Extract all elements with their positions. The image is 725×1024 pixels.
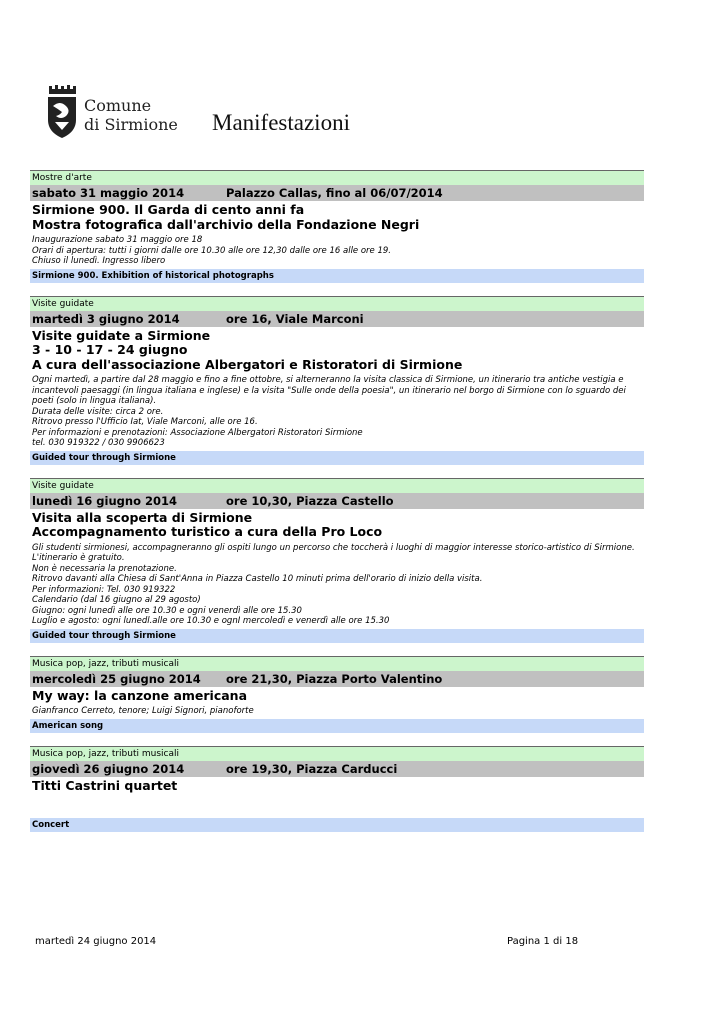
event-english-title: Guided tour through Sirmione <box>30 451 644 465</box>
event-english-title: Guided tour through Sirmione <box>30 629 644 643</box>
event-description-line: Ritrovo davanti alla Chiesa di Sant'Anna in Piazza Castello 10 minuti prima dell'orario di inizio della visita. <box>32 574 483 584</box>
event-titles <box>30 779 644 794</box>
event-date-bar <box>30 311 644 327</box>
event-category: Musica pop, jazz, tributi musicali <box>30 746 644 761</box>
event-title-line: Titti Castrini quartet <box>32 777 178 793</box>
event-description-line: Non è necessaria la prenotazione. <box>32 563 177 574</box>
event-category: Visite guidate <box>30 296 644 311</box>
event-date: mercoledì 25 giugno 2014 <box>32 671 201 686</box>
event-item <box>30 656 644 733</box>
event-date: lunedì 16 giugno 2014 <box>32 493 177 508</box>
event-date: giovedì 26 giugno 2014 <box>32 761 185 776</box>
event-titles <box>30 689 644 704</box>
event-description-line: Luglio e agosto: ogni lunedl.alle ore 10.30 e ognI mercoledì e venerdì alle ore 15.30 <box>32 616 390 626</box>
event-titles <box>30 511 644 540</box>
event-description-line: Gianfranco Cerreto, tenore; Luigi Signori, pianoforte <box>32 706 254 716</box>
event-title-line: Accompagnamento turistico a cura della Pro Loco <box>32 524 383 539</box>
event-item <box>30 170 644 283</box>
event-title-line: My way: la canzone americana <box>32 687 248 703</box>
event-description-line: Per informazioni e prenotazioni: Associazione Albergatori Ristoratori Sirmione <box>32 427 363 438</box>
event-english-title: Sirmione 900. Exhibition of historical photographs <box>30 269 644 283</box>
event-titles <box>30 203 644 232</box>
coat-of-arms-icon <box>46 82 78 140</box>
event-item <box>30 478 644 643</box>
event-description-line: Per informazioni: Tel. 030 919322 <box>32 584 176 595</box>
event-description <box>30 235 644 267</box>
event-place: ore 21,30, Piazza Porto Valentino <box>226 671 443 686</box>
event-place: ore 10,30, Piazza Castello <box>226 493 394 508</box>
event-date-bar <box>30 671 644 687</box>
event-titles <box>30 329 644 373</box>
event-description-line: Orari di apertura: tutti i giorni dalle ore 10.30 alle ore 12,30 dalle ore 16 alle ore 19. <box>32 245 392 256</box>
event-title-line: A cura dell'associazione Albergatori e Ristoratori di Sirmione <box>32 356 463 372</box>
event-title-line: 3 - 10 - 17 - 24 giugno <box>32 342 188 357</box>
event-title-line: Visite guidate a Sirmione <box>32 327 211 343</box>
event-date-bar <box>30 185 644 201</box>
event-date-bar <box>30 761 644 777</box>
event-place: ore 16, Viale Marconi <box>226 311 364 326</box>
event-description-line: Giugno: ogni lunedì alle ore 10.30 e ogni venerdì alle ore 15.30 <box>32 605 302 616</box>
event-description-line: Calendario (dal 16 giugno al 29 agosto) <box>32 595 201 605</box>
event-description-line: tel. 030 919322 / 030 9906623 <box>32 438 165 448</box>
event-description <box>30 706 644 717</box>
event-title-line: Mostra fotografica dall'archivio della Fondazione Negri <box>32 216 420 232</box>
event-date-bar <box>30 493 644 509</box>
footer-page-number: Pagina 1 di 18 <box>507 936 579 947</box>
event-category: Musica pop, jazz, tributi musicali <box>30 656 644 671</box>
event-english-title: American song <box>30 719 644 733</box>
event-description <box>30 543 644 627</box>
logo-text <box>84 96 178 134</box>
logo-line1: Comune <box>84 96 152 115</box>
footer-date: martedì 24 giugno 2014 <box>35 936 157 947</box>
comune-logo <box>46 82 181 140</box>
event-item <box>30 746 644 833</box>
event-title-line: Visita alla scoperta di Sirmione <box>32 509 253 525</box>
event-category: Visite guidate <box>30 478 644 493</box>
event-description-line <box>32 796 644 807</box>
event-description-line: L'itinerario è gratuito. <box>32 553 125 563</box>
event-description <box>30 375 644 449</box>
event-place: Palazzo Callas, fino al 06/07/2014 <box>226 186 443 200</box>
event-date: sabato 31 maggio 2014 <box>32 186 185 200</box>
event-description-line: Inaugurazione sabato 31 maggio ore 18 <box>32 235 203 245</box>
event-description-line: Gli studenti sirmionesi, accompagneranno gli ospiti lungo un percorso che toccherà i luoghi di maggior interesse storico-artistico di Sirmione. <box>32 542 635 553</box>
event-place: ore 19,30, Piazza Carducci <box>226 761 398 776</box>
page-title: Manifestazioni <box>212 110 350 135</box>
events-list <box>30 170 644 845</box>
event-english-title: Concert <box>30 818 644 832</box>
event-category: Mostre d'arte <box>30 170 644 185</box>
event-item <box>30 296 644 465</box>
event-description-line: Durata delle visite: circa 2 ore. <box>32 406 164 417</box>
event-description-line: Chiuso il lunedì. Ingresso libero <box>32 256 166 266</box>
event-description-line: Ritrovo presso l'Ufficio Iat, Viale Marconi, alle ore 16. <box>32 417 258 427</box>
logo-line2: di Sirmione <box>84 115 178 134</box>
event-description <box>30 796 644 816</box>
event-date: martedì 3 giugno 2014 <box>32 311 180 326</box>
event-description-line: Ogni martedì, a partire dal 28 maggio e fino a fine ottobre, si alterneranno la visita classica di Sirmione, un itinerario tra antiche vestigia e incantevoli paesaggi (in lingua italiana e inglese) e la visita "Sulle onde della poesia", un itinerario nel borgo di Sirmione con lo sguardo dei poeti (solo in lingua italiana). <box>32 375 626 406</box>
event-title-line: Sirmione 900. Il Garda di cento anni fa <box>32 202 305 217</box>
